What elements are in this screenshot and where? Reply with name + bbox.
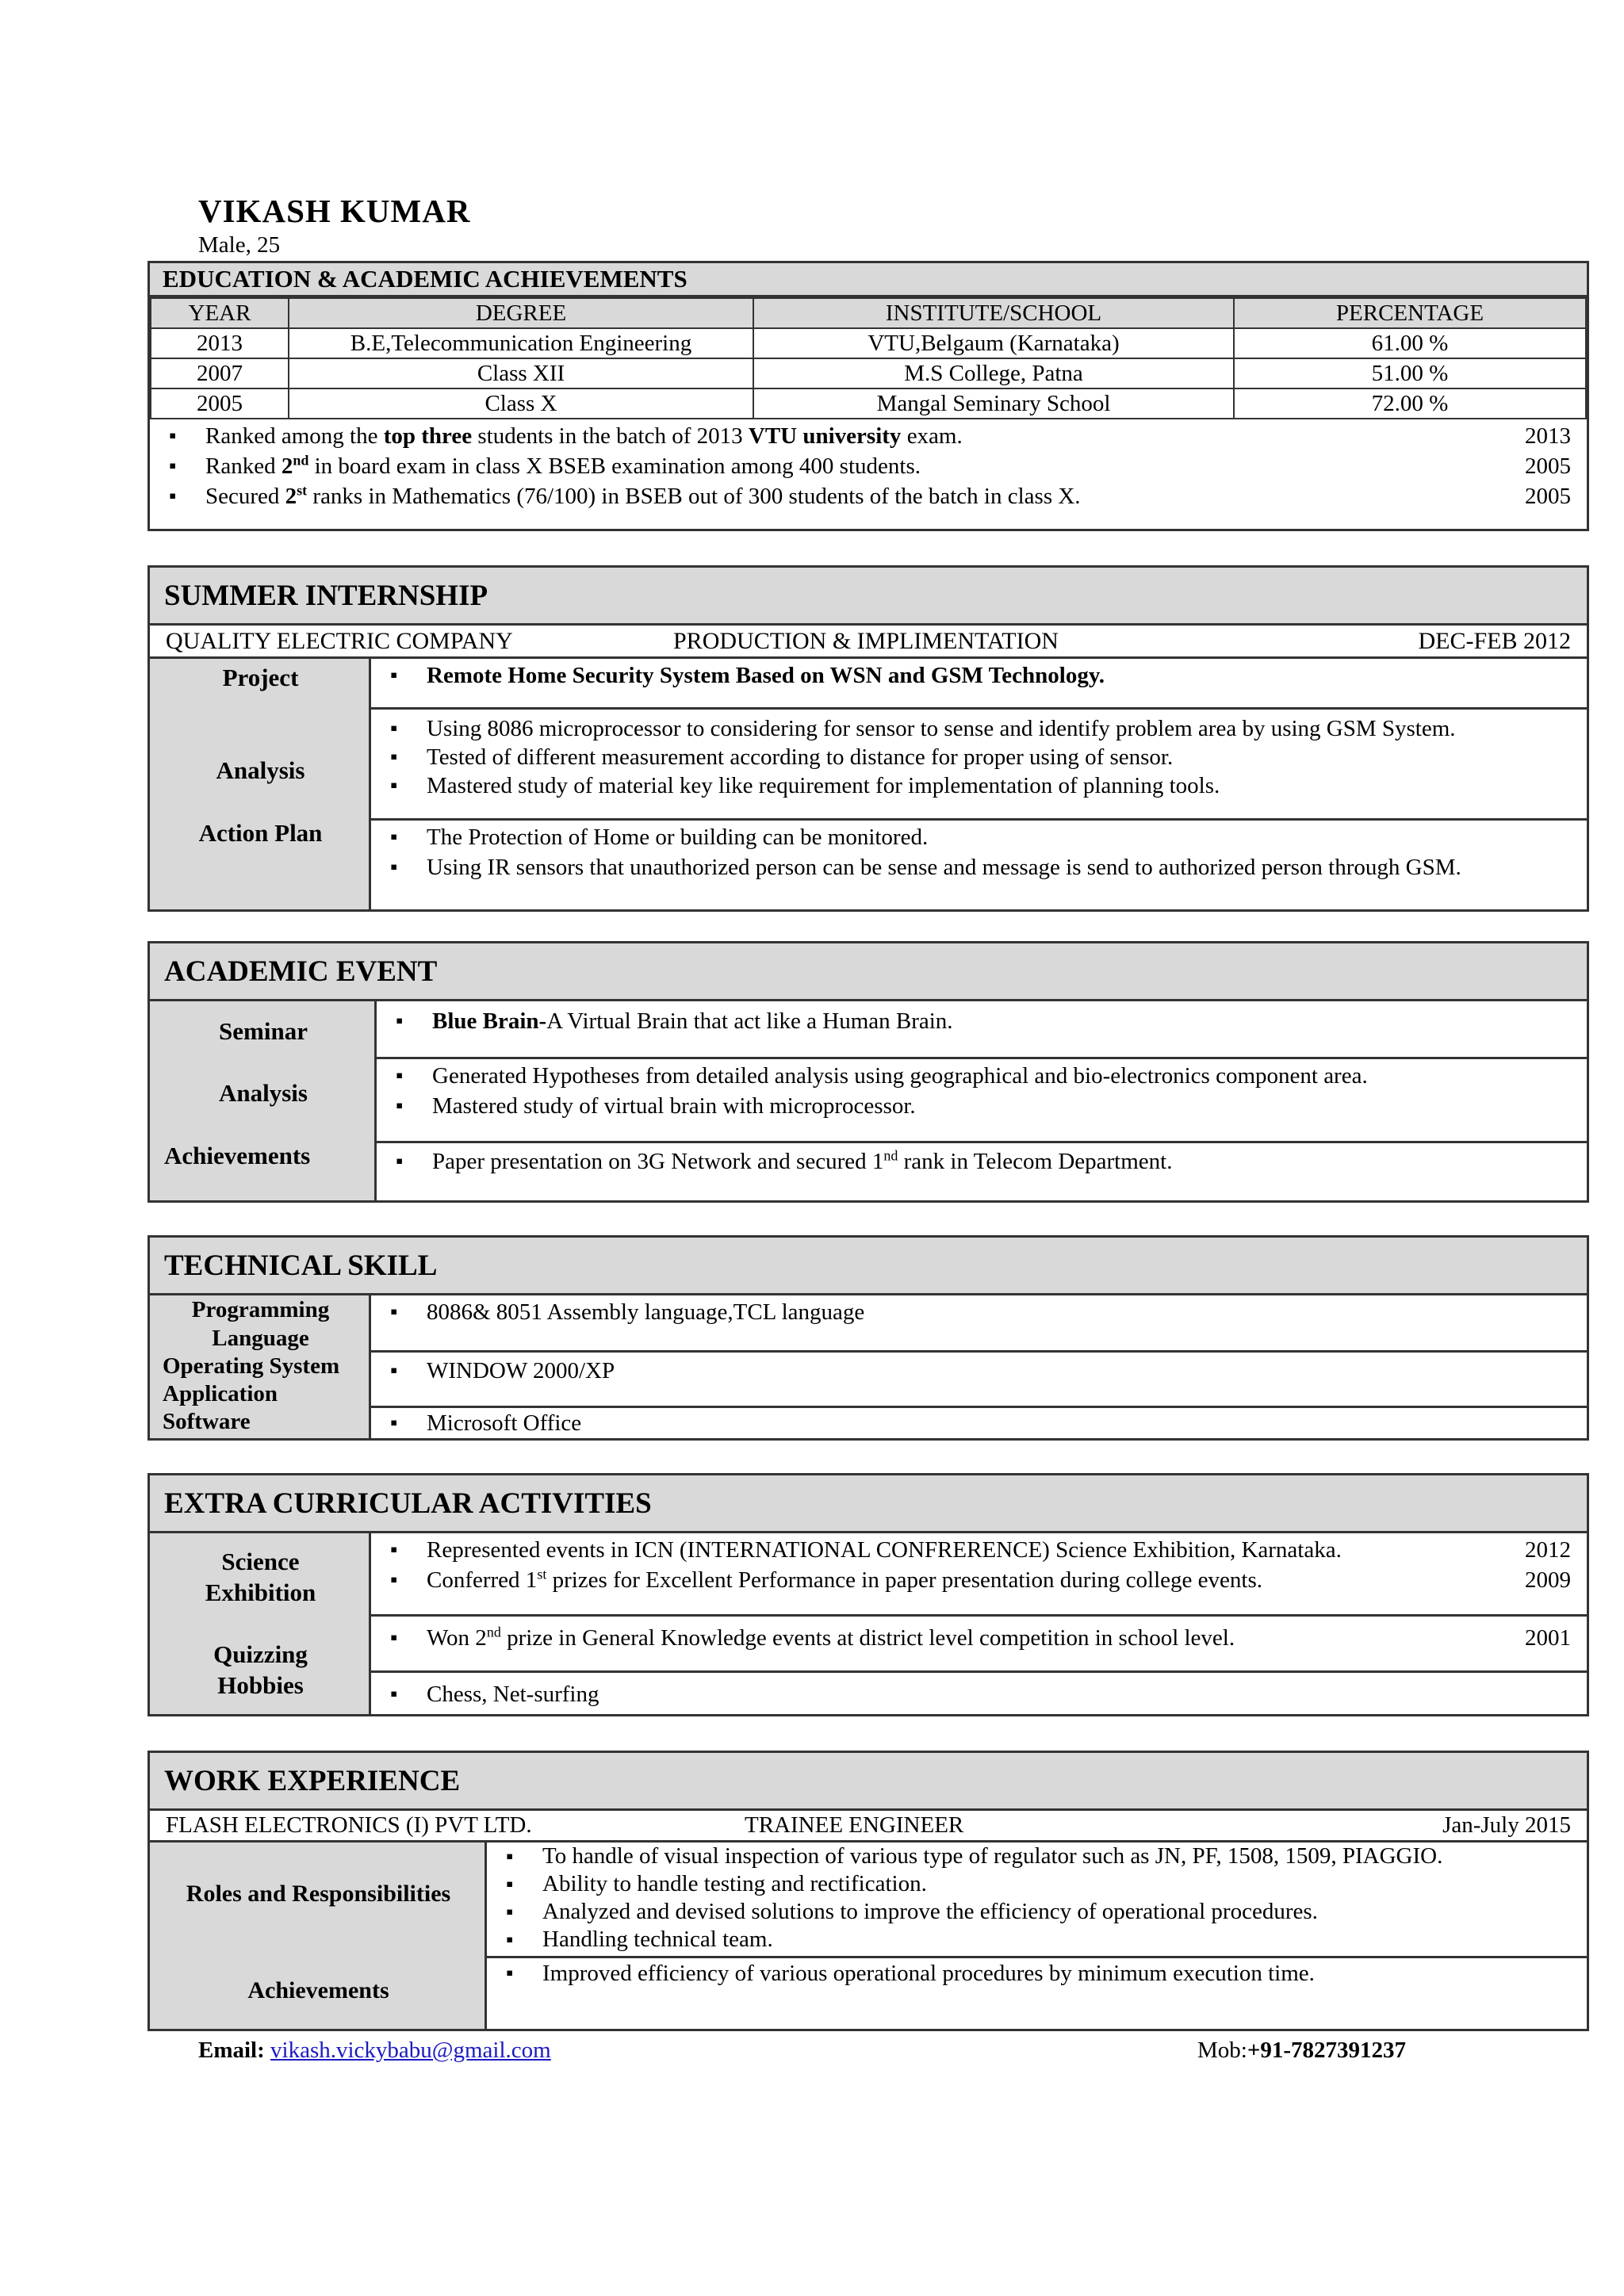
- candidate-name: VIKASH KUMAR: [198, 193, 471, 229]
- analysis-item: ▪ Using 8086 microprocessor to considering for sensor to sense and identify problem area by using GSM System.: [371, 714, 1587, 743]
- education-section: [147, 261, 1589, 531]
- seminar-item: ▪ Blue Brain-A Virtual Brain that act like a Human Brain.: [377, 1006, 1587, 1036]
- table-row: [151, 388, 1586, 419]
- email-link[interactable]: vikash.vickybabu@gmail.com: [270, 2038, 551, 2063]
- project-item: ▪ Remote Home Security System Based on WSN and GSM Technology.: [371, 660, 1587, 691]
- achievement-item: ▪ Ranked 2nd in board exam in class X BSEB examination among 400 students. 2005: [150, 451, 1587, 481]
- role-item: ▪ Ability to handle testing and rectification.: [487, 1870, 1587, 1898]
- contact-email: [198, 2038, 551, 2064]
- label-science: Science: [221, 1548, 300, 1575]
- roles-block: [487, 1843, 1587, 1958]
- internship-section: [147, 565, 1589, 912]
- internship-role: PRODUCTION & IMPLIMENTATION: [673, 627, 1059, 654]
- col-institute: INSTITUTE/SCHOOL: [753, 298, 1234, 328]
- project-block: [371, 659, 1587, 710]
- col-degree: DEGREE: [289, 298, 753, 328]
- work-experience-title: WORK EXPERIENCE: [150, 1753, 1587, 1811]
- internship-labels: [150, 659, 371, 909]
- mobile-label: Mob:: [1197, 2038, 1247, 2063]
- work-role: TRAINEE ENGINEER: [745, 1812, 964, 1838]
- achievement-year: 2005: [1525, 453, 1571, 479]
- education-table: [150, 297, 1587, 419]
- achievement-item: ▪ Paper presentation on 3G Network and secured 1nd rank in Telecom Department.: [377, 1146, 1587, 1177]
- extra-curricular-title: EXTRA CURRICULAR ACTIVITIES: [150, 1475, 1587, 1533]
- col-year: YEAR: [151, 298, 289, 328]
- work-company: FLASH ELECTRONICS (I) PVT LTD.: [166, 1812, 532, 1838]
- label-roles: Roles and Responsibilities: [186, 1881, 451, 1907]
- cell-percentage: 51.00 %: [1234, 358, 1586, 388]
- seminar-block: [377, 1001, 1587, 1059]
- table-row: [151, 328, 1586, 358]
- analysis-item: ▪ Generated Hypotheses from detailed analysis using geographical and bio-electronics component area.: [377, 1061, 1587, 1091]
- internship-title: SUMMER INTERNSHIP: [150, 568, 1587, 626]
- analysis-item: ▪ Mastered study of material key like requirement for implementation of planning tools.: [371, 771, 1587, 800]
- cell-percentage: 61.00 %: [1234, 328, 1586, 358]
- academic-analysis-block: [377, 1059, 1587, 1143]
- cell-year: 2013: [151, 328, 289, 358]
- role-item: ▪ Handling technical team.: [487, 1926, 1587, 1954]
- cell-year: 2007: [151, 358, 289, 388]
- action-item: ▪ Using IR sensors that unauthorized person can be sense and message is send to authorized person through GSM.: [371, 852, 1587, 882]
- achievement-year: 2005: [1525, 484, 1571, 509]
- col-percentage: PERCENTAGE: [1234, 298, 1586, 328]
- candidate-gender-age: Male, 25: [198, 232, 281, 258]
- label-analysis: Analysis: [219, 1079, 308, 1107]
- label-project: Project: [222, 664, 299, 691]
- label-seminar: Seminar: [219, 1017, 308, 1045]
- cell-institute: Mangal Seminary School: [753, 388, 1234, 419]
- quizzing-block: [371, 1617, 1587, 1673]
- cell-institute: M.S College, Patna: [753, 358, 1234, 388]
- action-block: [371, 821, 1587, 909]
- label-quizzing: Quizzing: [213, 1640, 308, 1668]
- label-hobbies: Hobbies: [217, 1671, 304, 1699]
- role-item: ▪ To handle of visual inspection of various type of regulator such as JN, PF, 1508, 1509, PIAGGIO.: [487, 1843, 1587, 1870]
- skill-item: ▪ 8086& 8051 Assembly language,TCL language: [371, 1297, 1587, 1327]
- role-item: ▪ Analyzed and devised solutions to improve the efficiency of operational procedures.: [487, 1898, 1587, 1926]
- extra-labels: [150, 1533, 371, 1714]
- label-action-plan: Action Plan: [198, 819, 323, 847]
- activity-item: ▪ Won 2nd prize in General Knowledge events at district level competition in school level. 2001: [371, 1623, 1587, 1653]
- cell-degree: Class X: [289, 388, 753, 419]
- label-exhibition: Exhibition: [205, 1578, 316, 1606]
- contact-mobile: [1197, 2038, 1406, 2064]
- activity-item: ▪ Conferred 1st prizes for Excellent Performance in paper presentation during college events. 2009: [371, 1565, 1587, 1595]
- work-achievement-block: [487, 1958, 1587, 2029]
- label-application: Application: [163, 1381, 278, 1406]
- academic-labels: [150, 1001, 377, 1200]
- analysis-item: ▪ Tested of different measurement according to distance for proper using of sensor.: [371, 743, 1587, 771]
- skill-item: ▪ WINDOW 2000/XP: [371, 1356, 1587, 1386]
- science-block: [371, 1533, 1587, 1617]
- internship-company: QUALITY ELECTRIC COMPANY: [166, 627, 513, 654]
- label-analysis: Analysis: [216, 756, 305, 784]
- cell-percentage: 72.00 %: [1234, 388, 1586, 419]
- work-labels: [150, 1843, 487, 2029]
- academic-event-section: [147, 941, 1589, 1203]
- internship-company-row: [150, 626, 1587, 659]
- academic-event-title: ACADEMIC EVENT: [150, 943, 1587, 1001]
- programming-block: [371, 1295, 1587, 1353]
- hobby-item: ▪ Chess, Net-surfing: [371, 1679, 1587, 1709]
- label-achievements: Achievements: [247, 1977, 389, 2003]
- achievement-item: ▪ Improved efficiency of various operational procedures by minimum execution time.: [487, 1958, 1587, 1988]
- skill-item: ▪ Microsoft Office: [371, 1408, 1587, 1438]
- analysis-item: ▪ Mastered study of virtual brain with microprocessor.: [377, 1091, 1587, 1121]
- analysis-block: [371, 710, 1587, 821]
- achievement-item: ▪ Ranked among the top three students in the batch of 2013 VTU university exam. 2013: [150, 421, 1587, 451]
- achievement-item: ▪ Secured 2st ranks in Mathematics (76/100) in BSEB out of 300 students of the batch in class X. 2005: [150, 481, 1587, 511]
- technical-skill-title: TECHNICAL SKILL: [150, 1238, 1587, 1295]
- email-label: Email:: [198, 2038, 265, 2063]
- cell-degree: B.E,Telecommunication Engineering: [289, 328, 753, 358]
- label-language: Language: [212, 1326, 309, 1351]
- label-software: Software: [163, 1409, 251, 1434]
- cell-year: 2005: [151, 388, 289, 419]
- academic-achievement-block: [377, 1143, 1587, 1200]
- education-title: EDUCATION & ACADEMIC ACHIEVEMENTS: [150, 263, 1587, 297]
- work-experience-section: [147, 1751, 1589, 2031]
- label-programming: Programming: [191, 1297, 330, 1322]
- technical-labels: [150, 1295, 371, 1438]
- technical-skill-section: [147, 1235, 1589, 1441]
- work-period: Jan-July 2015: [1442, 1812, 1571, 1838]
- activity-item: ▪ Represented events in ICN (INTERNATIONAL CONFRERENCE) Science Exhibition, Karnataka. 2012: [371, 1535, 1587, 1565]
- cell-degree: Class XII: [289, 358, 753, 388]
- hobbies-block: [371, 1673, 1587, 1714]
- table-row: [151, 358, 1586, 388]
- label-operating-system: Operating System: [163, 1353, 340, 1379]
- extra-curricular-section: [147, 1473, 1589, 1716]
- cell-institute: VTU,Belgaum (Karnataka): [753, 328, 1234, 358]
- achievement-year: 2013: [1525, 423, 1571, 449]
- action-item: ▪ The Protection of Home or building can be monitored.: [371, 822, 1587, 852]
- internship-period: DEC-FEB 2012: [1418, 627, 1571, 654]
- label-achievements: Achievements: [164, 1142, 311, 1169]
- work-company-row: [150, 1811, 1587, 1843]
- mobile-number: +91-7827391237: [1247, 2038, 1407, 2063]
- os-block: [371, 1353, 1587, 1408]
- software-block: [371, 1408, 1587, 1438]
